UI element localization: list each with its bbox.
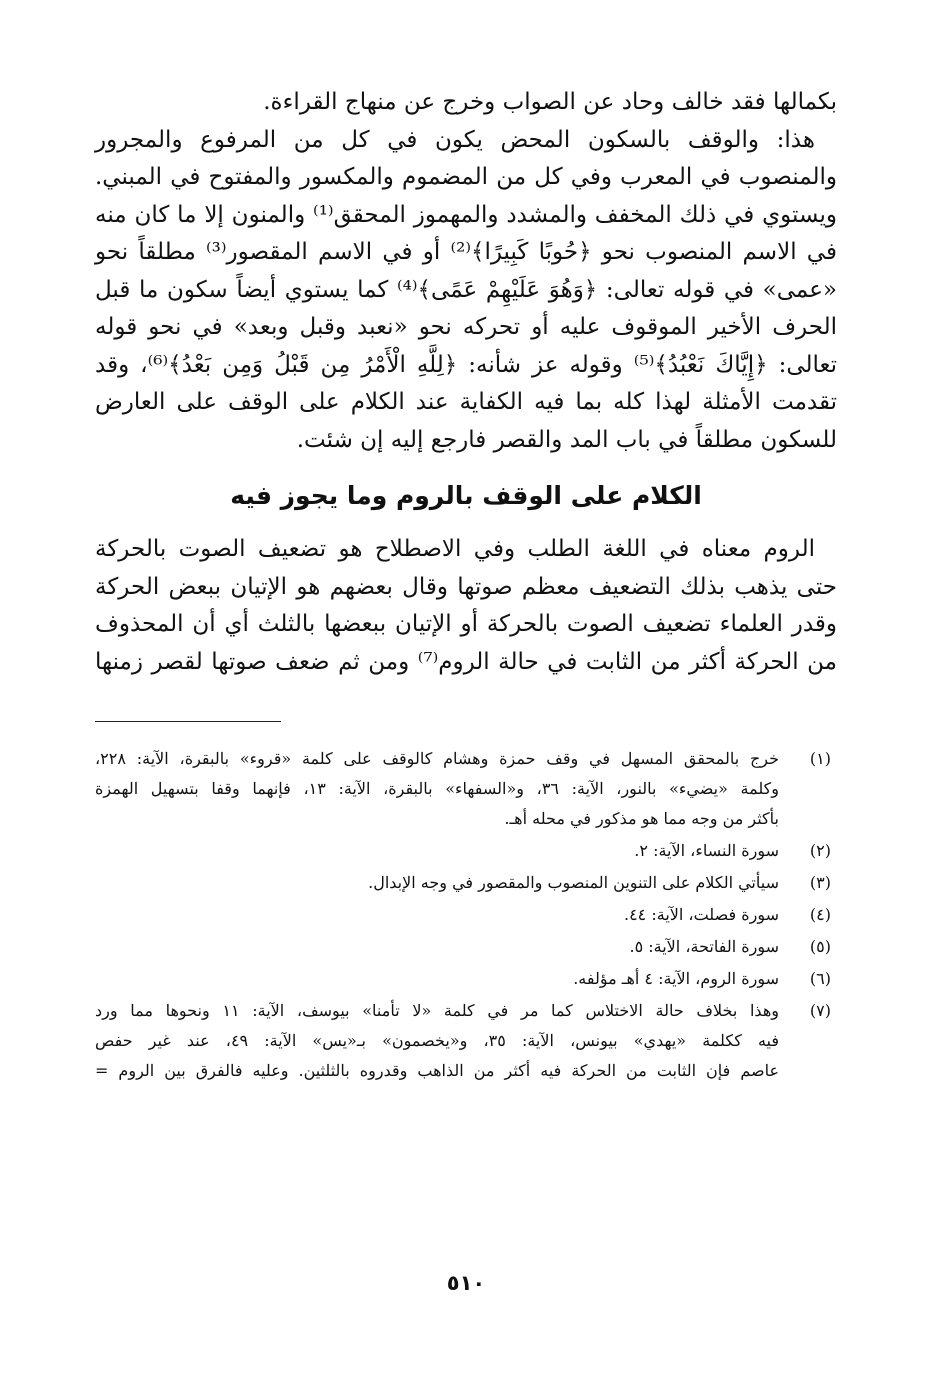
footnote bbox=[95, 836, 837, 866]
footnote-number: (٤) bbox=[809, 905, 831, 924]
footnote-line: فيه ككلمة «يهدي» بيونس، الآية: ٣٥، و«يخصمون» بـ«يس» الآية: ٤٩، عند غير حفص bbox=[95, 1031, 779, 1050]
footnote-line: وكلمة «يضيء» بالنور، الآية: ٣٦، و«السفهاء» بالبقرة، الآية: ١٣، فإنهما وقفا بتسهيل الهمزة bbox=[95, 779, 780, 798]
text-line: في الاسم المنصوب نحو ﴿حُوبًا كَبِيرًا﴾⁽²⁾ أو في الاسم المقصور⁽³⁾ مطلقاً نحو bbox=[95, 239, 837, 265]
footnote bbox=[95, 964, 837, 994]
footnote bbox=[95, 900, 837, 930]
footnote-line: وهذا بخلاف حالة الاختلاس كما مر في كلمة «لا تأمنا» بيوسف، الآية: ١١ ونحوها مما ورد bbox=[95, 1001, 779, 1020]
text-line: والمنصوب في المعرب وفي كل من المضموم والمكسور والمفتوح في المبني. bbox=[95, 164, 837, 190]
paragraph-continuation bbox=[95, 84, 837, 459]
text-line: للسكون مطلقاً في باب المد والقصر فارجع إليه إن شئت. bbox=[296, 426, 837, 453]
paragraph-rawm bbox=[95, 531, 837, 681]
text-line: بكمالها فقد خالف وحاد عن الصواب وخرج عن منهاج القراءة. bbox=[263, 89, 837, 115]
footnote-text bbox=[95, 900, 779, 930]
footnote-number: (٢) bbox=[809, 841, 831, 860]
footnote-number: (٥) bbox=[809, 937, 831, 956]
footnote bbox=[95, 932, 837, 962]
text-line: من الحركة أكثر من الثابت في حالة الروم⁽⁷⁾ ومن ثم ضعف صوتها لقصر زمنها bbox=[95, 648, 837, 675]
footnote-line: سورة الروم، الآية: ٤ أهـ مؤلفه. bbox=[573, 969, 779, 988]
footnote-text bbox=[95, 836, 779, 866]
footnotes bbox=[95, 722, 837, 1086]
footnote-line: سورة فصلت، الآية: ٤٤. bbox=[623, 905, 779, 924]
footnote bbox=[95, 868, 837, 898]
footnote-line: سورة الفاتحة، الآية: ٥. bbox=[629, 937, 779, 956]
text-line: حتى يذهب بذلك التضعيف معظم صوتها وقال بعضهم هو الإتيان ببعض الحركة bbox=[95, 573, 837, 600]
footnote-number: (٧) bbox=[809, 1001, 831, 1020]
text-line: الحرف الأخير الموقوف عليه أو تحركه نحو «نعبد وقبل وبعد» في نحو قوله bbox=[95, 314, 837, 340]
footnote bbox=[95, 744, 837, 834]
footnote-text bbox=[95, 964, 779, 994]
book-page bbox=[95, 84, 837, 1354]
text-line: الروم معناه في اللغة الطلب وفي الاصطلاح هو تضعيف الصوت بالحركة bbox=[95, 536, 815, 562]
footnote-number: (١) bbox=[809, 749, 831, 768]
text-line: وقدر العلماء تضعيف الصوت بالحركة أو الإتيان ببعضها بالثلث أي أن المحذوف bbox=[95, 611, 837, 637]
footnote bbox=[95, 996, 837, 1086]
text-line: تعالى: ﴿إِيَّاكَ نَعْبُدُ﴾⁽⁵⁾ وقوله عز شأنه: ﴿لِلَّهِ الْأَمْرُ مِن قَبْلُ وَمِن بَعْدُ﴾⁽⁶⁾، وقد bbox=[95, 351, 837, 378]
footnote-text bbox=[95, 996, 779, 1086]
text-line: «عمى» في قوله تعالى: ﴿وَهُوَ عَلَيْهِمْ عَمًى﴾⁽⁴⁾ كما يستوي أيضاً سكون ما قبل bbox=[95, 276, 837, 303]
footnote-text bbox=[95, 744, 779, 834]
footnote-line: بأكثر من وجه مما هو مذكور في محله أهـ. bbox=[504, 809, 779, 828]
footnote-line: خرج بالمحقق المسهل في وقف حمزة وهشام كالوقف على كلمة «قروء» بالبقرة، الآية: ٢٢٨، bbox=[95, 749, 779, 768]
footnote-text bbox=[95, 932, 779, 962]
text-line: هذا: والوقف بالسكون المحض يكون في كل من المرفوع والمجرور bbox=[95, 126, 815, 153]
page-number: ٥١٠ bbox=[446, 1271, 486, 1295]
footnote-number: (٣) bbox=[809, 873, 831, 892]
text-line: تقدمت الأمثلة لهذا كله بما فيه الكفاية عند الكلام على الوقف على العارض bbox=[95, 389, 837, 415]
footnote-text bbox=[95, 868, 779, 898]
footnote-line: سورة النساء، الآية: ٢. bbox=[634, 841, 779, 860]
section-heading: الكلام على الوقف بالروم وما يجوز فيه bbox=[230, 481, 702, 510]
footnote-line: سيأتي الكلام على التنوين المنصوب والمقصور في وجه الإبدال. bbox=[368, 873, 779, 892]
footnote-line: عاصم فإن الثابت من الحركة فيه أكثر من الذاهب وقدروه بالثلثين. وعليه فالفرق بين الروم = bbox=[95, 1061, 779, 1080]
footnote-number: (٦) bbox=[809, 969, 831, 988]
text-line: ويستوي في ذلك المخفف والمشدد والمهموز المحقق⁽¹⁾ والمنون إلا ما كان منه bbox=[95, 201, 837, 228]
footnote-separator bbox=[95, 721, 281, 722]
